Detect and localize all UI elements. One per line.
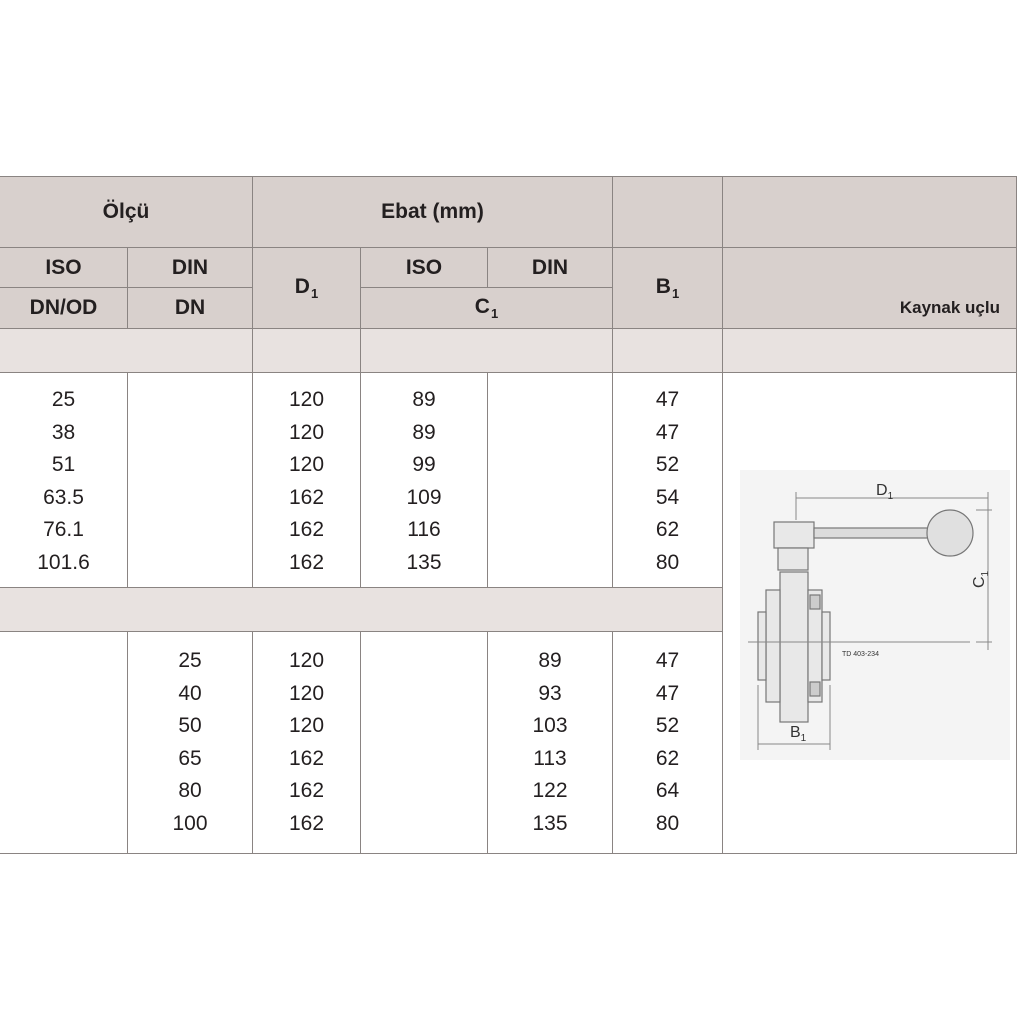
- header-din: [128, 248, 252, 287]
- header-b1-text: $B_1$: [655, 275, 680, 301]
- header-din-text: DIN: [171, 255, 209, 279]
- table-cell: 89: [538, 649, 562, 672]
- table-cell: 162: [288, 550, 325, 574]
- header-dn-text: DN: [174, 296, 206, 319]
- iso-b1-column: [613, 384, 722, 580]
- header-iso: [0, 248, 127, 287]
- table-cell: 120: [288, 453, 325, 477]
- diagram-c1-label: $C_1$: [971, 570, 991, 588]
- header-dn-od-text: DN/OD: [29, 296, 98, 319]
- table-cell: 109: [406, 485, 442, 509]
- table-cell: 116: [407, 518, 441, 542]
- table-cell: 113: [533, 746, 567, 770]
- header-iso2: [361, 248, 487, 287]
- iso-c1-column: [361, 384, 487, 580]
- table-cell: 52: [655, 453, 680, 477]
- table-cell: 63.5: [43, 485, 84, 509]
- table-cell: 120: [288, 681, 325, 705]
- table-cell: 162: [288, 746, 325, 770]
- table-cell: 40: [178, 681, 202, 705]
- table-cell: 135: [532, 811, 568, 835]
- table-cell: 25: [51, 388, 76, 411]
- diagram-b1-label: $B_1$: [790, 724, 807, 744]
- table-cell: 93: [538, 681, 562, 705]
- table-cell: 101.6: [37, 550, 90, 574]
- table-cell: 65: [178, 746, 202, 770]
- din-c1-column: [488, 645, 612, 841]
- table-cell: 120: [288, 420, 325, 444]
- header-ebat-text: Ebat (mm): [381, 199, 484, 223]
- header-olcu-text: Ölçü: [102, 199, 150, 223]
- header-iso2-text: ISO: [405, 255, 443, 279]
- header-dn: [128, 288, 252, 328]
- table-cell: 89: [412, 388, 436, 411]
- table-cell: 122: [532, 779, 568, 803]
- separator-row: [0, 588, 722, 631]
- table-cell: 162: [288, 811, 325, 835]
- table-cell: 51: [51, 453, 76, 477]
- header-d1-text: $D_1$: [294, 275, 319, 301]
- table-cell: 80: [655, 550, 680, 574]
- table-cell: 103: [532, 714, 568, 738]
- table-cell: 120: [288, 388, 325, 411]
- header-din2-text: DIN: [531, 255, 569, 279]
- header-b1: [613, 248, 722, 328]
- table-cell: 47: [655, 388, 680, 411]
- din-dn-column: [128, 645, 252, 841]
- iso-dn-od-column: [0, 384, 127, 580]
- diagram-code: TD 403-234: [842, 651, 879, 658]
- header-din2: [488, 248, 612, 287]
- table-cell: 89: [412, 420, 436, 444]
- header-dn-od: [0, 288, 127, 328]
- table-cell: 120: [288, 649, 325, 672]
- table-cell: 54: [655, 485, 680, 509]
- spacer-row: [0, 329, 1017, 372]
- table-cell: 52: [655, 714, 680, 738]
- header-ebat: [253, 176, 612, 247]
- table-cell: 162: [288, 485, 325, 509]
- table-cell: 80: [655, 811, 680, 835]
- header-iso-text: ISO: [45, 255, 82, 279]
- table-cell: 162: [288, 518, 325, 542]
- table-cell: 64: [655, 779, 680, 803]
- table-cell: 162: [288, 779, 325, 803]
- table-cell: 47: [655, 420, 680, 444]
- table-cell: 62: [655, 746, 680, 770]
- header-blank-image: [723, 176, 1017, 247]
- table-cell: 99: [412, 453, 436, 477]
- table-cell: 80: [178, 779, 202, 803]
- table-cell: 47: [655, 649, 680, 672]
- table-cell: 76.1: [43, 518, 84, 542]
- header-blank-b: [613, 176, 722, 247]
- header-kaynak-text: Kaynak uçlu: [899, 298, 1000, 317]
- header-olcu: [0, 176, 252, 247]
- header-c1-text: $C_1$: [474, 295, 499, 321]
- valve-diagram: [740, 470, 1010, 760]
- header-c1: [361, 288, 612, 328]
- iso-d1-column: [253, 384, 360, 580]
- table-cell: 25: [178, 649, 202, 672]
- din-b1-column: [613, 645, 722, 841]
- diagram-d1-label: $D_1$: [876, 482, 894, 502]
- header-d1: [253, 248, 360, 328]
- din-d1-column: [253, 645, 360, 841]
- table-cell: 62: [655, 518, 680, 542]
- table-cell: 47: [655, 681, 680, 705]
- table-cell: 100: [172, 811, 208, 835]
- table-cell: 50: [178, 714, 202, 738]
- table-cell: 135: [406, 550, 442, 574]
- header-kaynak: [723, 248, 1017, 328]
- table-cell: 120: [288, 714, 325, 738]
- table-cell: 38: [51, 420, 76, 444]
